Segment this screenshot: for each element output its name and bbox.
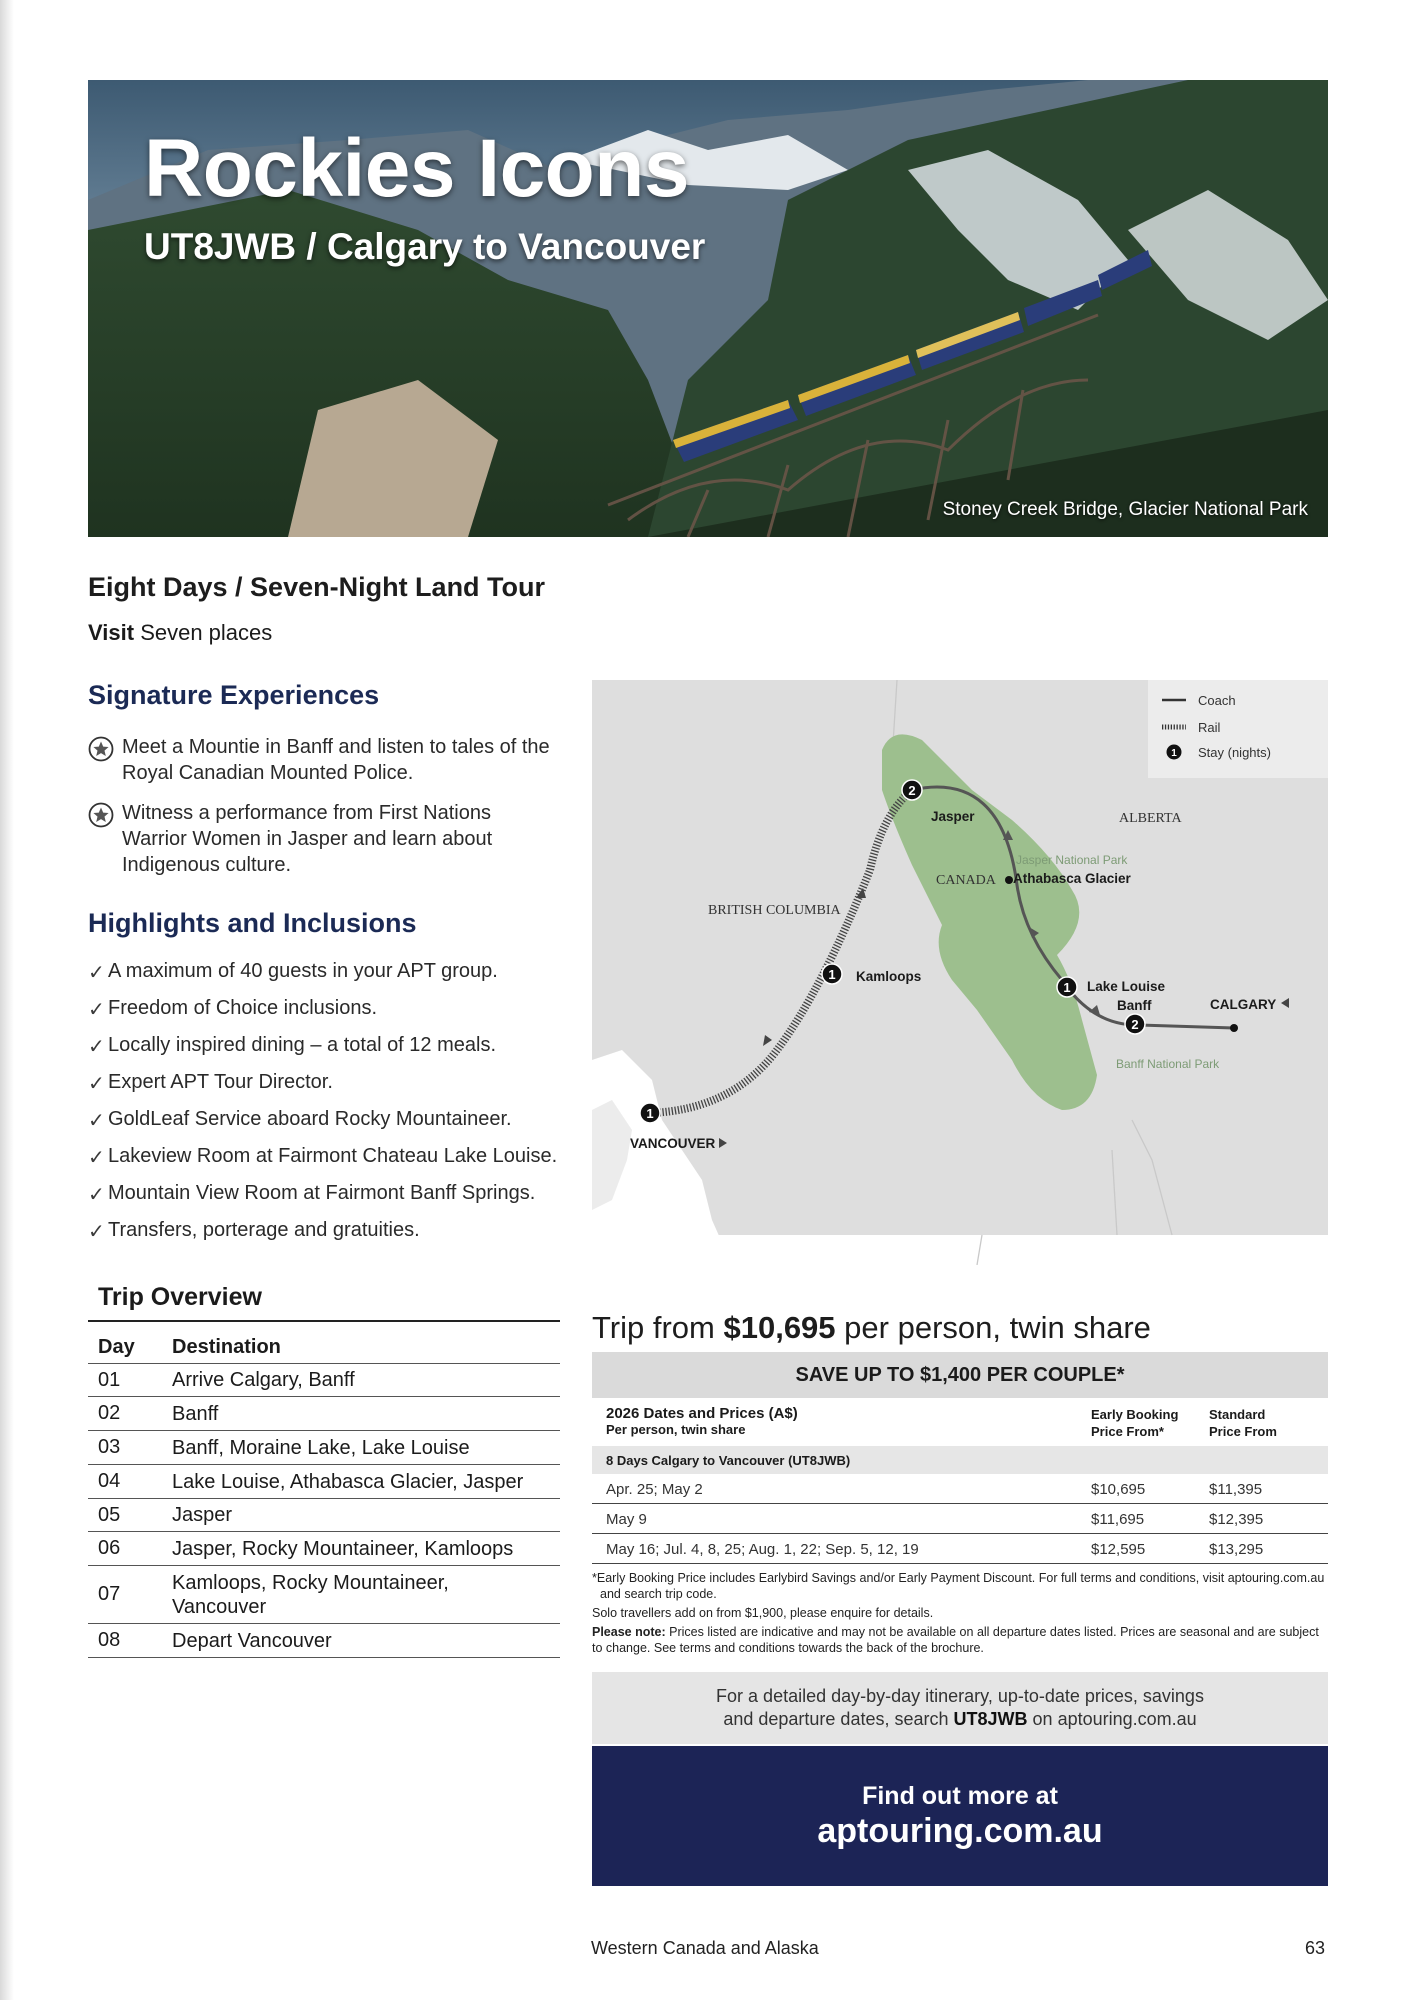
signature-item [88, 800, 558, 878]
trip-from-price: $10,695 [723, 1310, 836, 1345]
check-icon: ✓ [88, 1073, 105, 1095]
place-jasper: Jasper [931, 809, 975, 824]
row-destination: Kamloops, Rocky Mountaineer, Vancouver [172, 1571, 449, 1618]
table-row [88, 1624, 560, 1658]
note-early-booking: *Early Booking Price includes Earlybird Savings and/or Early Payment Discount. For full terms and conditions, visit aptouring.com.au and search trip code. [592, 1571, 1325, 1601]
highlight-item [88, 1108, 557, 1145]
legend-coach: Coach [1198, 693, 1236, 708]
stay-marker-jasper [902, 780, 922, 800]
highlight-item [88, 1071, 557, 1108]
region-british-columbia: BRITISH COLUMBIA [708, 903, 841, 918]
find-out-more-banner[interactable] [592, 1746, 1328, 1886]
highlight-item [88, 960, 557, 997]
highlight-text: Mountain View Room at Fairmont Banff Springs. [108, 1182, 536, 1204]
signature-heading: Signature Experiences [88, 680, 380, 710]
row-day: 06 [98, 1537, 121, 1559]
cta-line1: Find out more at [862, 1782, 1058, 1810]
check-icon: ✓ [88, 1184, 105, 1206]
col-day: Day [98, 1336, 135, 1358]
highlight-item [88, 1145, 557, 1182]
price-table-subheading: Per person, twin share [606, 1422, 746, 1437]
highlight-item [88, 997, 557, 1034]
price-early: $10,695 [1091, 1481, 1146, 1498]
price-dates: May 9 [606, 1511, 647, 1528]
trip-from-suffix: per person, twin share [844, 1310, 1151, 1345]
place-kamloops: Kamloops [856, 969, 922, 984]
table-row [88, 1499, 560, 1532]
table-row [592, 1534, 1328, 1564]
check-icon: ✓ [88, 1036, 105, 1058]
row-destination: Lake Louise, Athabasca Glacier, Jasper [172, 1470, 524, 1493]
page-number: 63 [1305, 1938, 1326, 1958]
price-early: $11,695 [1091, 1511, 1145, 1528]
table-row [88, 1465, 560, 1499]
info-trip-code: UT8JWB [953, 1709, 1028, 1729]
trip-code-route: UT8JWB / Calgary to Vancouver [144, 226, 706, 267]
legend-stay: Stay (nights) [1198, 745, 1271, 760]
price-table-title [606, 1406, 798, 1438]
region-canada: CANADA [936, 873, 996, 888]
park-jasper: Jasper National Park [1016, 853, 1128, 867]
price-trip-label: 8 Days Calgary to Vancouver (UT8JWB) [592, 1446, 1328, 1474]
stay-marker-banff [1125, 1014, 1145, 1034]
stay-marker-kamloops-number: 1 [828, 967, 836, 982]
highlight-text: Transfers, porterage and gratuities. [108, 1219, 420, 1241]
visit-value: Seven places [140, 620, 273, 645]
highlight-text: Locally inspired dining – a total of 12 meals. [108, 1034, 497, 1056]
highlight-text: A maximum of 40 guests in your APT group. [108, 960, 498, 982]
row-day: 05 [98, 1503, 121, 1526]
table-row [88, 1532, 560, 1566]
table-row [592, 1504, 1328, 1534]
place-vancouver: VANCOUVER [630, 1136, 716, 1151]
row-day: 01 [98, 1368, 121, 1391]
col-early-line1: Early Booking [1091, 1407, 1179, 1422]
trip-from-prefix: Trip from [592, 1310, 715, 1345]
price-standard: $13,295 [1209, 1541, 1264, 1558]
note-text: Prices listed are indicative and may not be available on all departure dates listed. Prices are seasonal and are subject to change. See terms and conditions towards the back of the brochure. [592, 1625, 1319, 1655]
price-standard: $12,395 [1209, 1511, 1264, 1528]
col-standard-line1: Standard [1209, 1407, 1266, 1422]
park-banff: Banff National Park [1116, 1057, 1220, 1071]
highlight-item [88, 1034, 557, 1071]
row-destination: Depart Vancouver [172, 1629, 332, 1652]
footer-section: Western Canada and Alaska [591, 1938, 819, 1958]
savings-banner: SAVE UP TO $1,400 PER COUPLE* [592, 1352, 1328, 1398]
check-icon: ✓ [88, 962, 105, 984]
page-edge-shadow [0, 0, 14, 2000]
stay-marker-lake-louise [1057, 977, 1077, 997]
table-row [88, 1431, 560, 1465]
price-notes [592, 1570, 1328, 1659]
row-day: 04 [98, 1470, 121, 1492]
price-table-heading: 2026 Dates and Prices (A$) [606, 1405, 798, 1422]
check-icon: ✓ [88, 1221, 105, 1243]
highlights-heading: Highlights and Inclusions [88, 908, 417, 938]
info-line2 [592, 1708, 1328, 1731]
calgary-dot [1230, 1024, 1238, 1032]
table-header [88, 1322, 560, 1364]
star-badge-icon [88, 802, 114, 828]
row-destination: Banff, Moraine Lake, Lake Louise [172, 1436, 470, 1459]
highlight-item [88, 1182, 557, 1219]
cta-website-link[interactable]: aptouring.com.au [817, 1812, 1103, 1850]
info-line2-prefix: and departure dates, search [723, 1709, 949, 1729]
place-calgary: CALGARY [1210, 997, 1277, 1012]
highlight-text: Freedom of Choice inclusions. [108, 997, 378, 1019]
table-row [88, 1397, 560, 1431]
route-map [592, 680, 1328, 1265]
trip-from-line [592, 1310, 1151, 1346]
stay-marker-kamloops [822, 964, 842, 984]
table-row [88, 1364, 560, 1397]
col-standard-line2: Price From [1209, 1424, 1277, 1439]
col-standard [1209, 1406, 1277, 1440]
place-lake-louise: Lake Louise [1087, 979, 1166, 994]
highlight-item [88, 1219, 557, 1256]
highlight-text: Expert APT Tour Director. [108, 1071, 333, 1093]
price-table [592, 1474, 1328, 1564]
table-row [592, 1474, 1328, 1504]
itinerary-info-box [592, 1672, 1328, 1744]
info-line2-suffix: on aptouring.com.au [1032, 1709, 1197, 1729]
col-early-booking [1091, 1406, 1178, 1440]
row-day: 07 [98, 1583, 121, 1605]
signature-item [88, 734, 558, 786]
price-standard: $11,395 [1209, 1481, 1263, 1498]
stay-marker-vancouver [640, 1103, 660, 1123]
highlight-text: Lakeview Room at Fairmont Chateau Lake Louise. [108, 1145, 558, 1167]
highlight-text: GoldLeaf Service aboard Rocky Mountaineer. [108, 1108, 512, 1130]
page-title: Rockies Icons [144, 123, 689, 214]
price-dates: Apr. 25; May 2 [606, 1481, 703, 1498]
place-banff: Banff [1117, 998, 1152, 1013]
star-badge-icon [88, 736, 114, 762]
athabasca-dot [1005, 876, 1013, 884]
stay-marker-lake-louise-number: 1 [1063, 980, 1071, 995]
stay-marker-banff-number: 2 [1131, 1017, 1139, 1032]
stay-legend-number: 1 [1171, 748, 1177, 759]
note-please [592, 1624, 1328, 1656]
place-athabasca: Athabasca Glacier [1013, 871, 1131, 886]
note-label: Please note: [592, 1625, 666, 1639]
region-alberta: ALBERTA [1119, 811, 1182, 826]
tour-length: Eight Days / Seven-Night Land Tour [88, 572, 546, 602]
row-destination: Arrive Calgary, Banff [172, 1369, 355, 1391]
check-icon: ✓ [88, 999, 105, 1021]
signature-item-text: Meet a Mountie in Banff and listen to tales of the Royal Canadian Mounted Police. [122, 736, 550, 784]
note-solo: Solo travellers add on from $1,900, please enquire for details. [592, 1606, 934, 1620]
stay-marker-jasper-number: 2 [908, 783, 916, 798]
stay-marker-vancouver-number: 1 [646, 1106, 654, 1121]
map-legend [1148, 680, 1328, 778]
col-early-line2: Price From* [1091, 1424, 1164, 1439]
row-destination: Jasper, Rocky Mountaineer, Kamloops [172, 1537, 514, 1560]
trip-overview-title: Trip Overview [98, 1283, 262, 1311]
row-destination: Banff [172, 1402, 219, 1425]
trip-overview-table [88, 1320, 560, 1658]
row-day: 08 [98, 1629, 121, 1651]
table-row [88, 1566, 560, 1624]
highlights-list [88, 960, 557, 1256]
col-destination: Destination [172, 1336, 281, 1358]
visit-line [88, 620, 272, 646]
price-dates: May 16; Jul. 4, 8, 25; Aug. 1, 22; Sep. 5, 12, 19 [606, 1541, 919, 1558]
legend-rail: Rail [1198, 720, 1221, 735]
row-day: 02 [98, 1402, 121, 1424]
photo-caption: Stoney Creek Bridge, Glacier National Park [942, 499, 1308, 520]
row-day: 03 [98, 1436, 121, 1458]
check-icon: ✓ [88, 1147, 105, 1169]
price-table-header [592, 1404, 1328, 1448]
hero-image [88, 80, 1328, 537]
signature-item-text: Witness a performance from First Nations Warrior Women in Jasper and learn about Indigenous culture. [122, 802, 493, 876]
info-line1: For a detailed day-by-day itinerary, up-to-date prices, savings [716, 1686, 1204, 1706]
row-destination: Jasper [172, 1504, 233, 1526]
price-early: $12,595 [1091, 1541, 1146, 1558]
visit-label: Visit [88, 620, 135, 645]
check-icon: ✓ [88, 1110, 105, 1132]
